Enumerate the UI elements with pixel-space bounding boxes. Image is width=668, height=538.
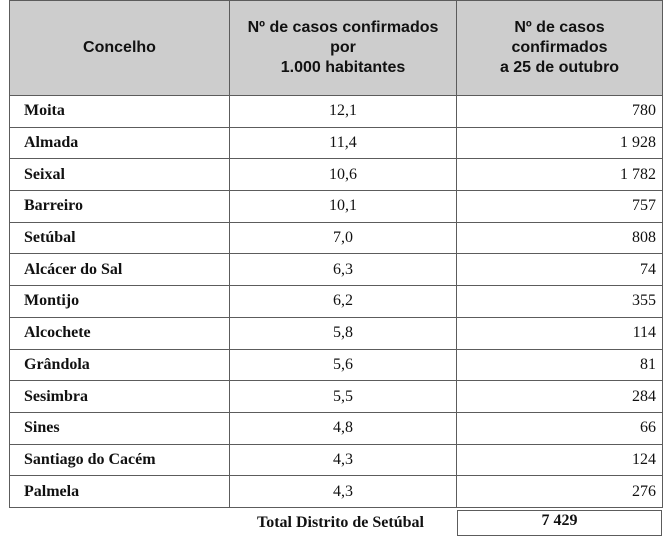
table-row	[10, 317, 663, 349]
header-cases	[457, 1, 663, 96]
concelho-cell: Sesimbra	[10, 381, 230, 413]
concelho-cell: Palmela	[10, 476, 230, 508]
rate-cell: 7,0	[230, 222, 457, 254]
cases-cell: 808	[457, 222, 663, 254]
rate-cell: 6,3	[230, 254, 457, 286]
cases-cell: 355	[457, 286, 663, 318]
table-row	[10, 286, 663, 318]
concelho-cell: Seixal	[10, 159, 230, 191]
rate-cell: 6,2	[230, 286, 457, 318]
rate-cell: 10,1	[230, 191, 457, 223]
rate-cell: 5,6	[230, 349, 457, 381]
cases-table	[9, 0, 663, 508]
rate-cell: 5,5	[230, 381, 457, 413]
cases-cell: 66	[457, 412, 663, 444]
header-row	[10, 1, 663, 96]
header-cases-line3: a 25 de outubro	[499, 59, 620, 76]
concelho-cell: Santiago do Cacém	[10, 444, 230, 476]
concelho-cell: Montijo	[10, 286, 230, 318]
cases-cell: 757	[457, 191, 663, 223]
cases-cell: 1 928	[457, 127, 663, 159]
rate-cell: 11,4	[230, 127, 457, 159]
concelho-cell: Moita	[10, 96, 230, 128]
rate-cell: 12,1	[230, 96, 457, 128]
table-row	[10, 412, 663, 444]
header-rate-line3: 1.000 habitantes	[280, 59, 406, 76]
table-row	[10, 127, 663, 159]
table-row	[10, 476, 663, 508]
total-value: 7 429	[457, 510, 662, 536]
table-row	[10, 349, 663, 381]
concelho-cell: Setúbal	[10, 222, 230, 254]
cases-cell: 124	[457, 444, 663, 476]
concelho-cell: Grândola	[10, 349, 230, 381]
cases-cell: 1 782	[457, 159, 663, 191]
table-row	[10, 444, 663, 476]
concelho-cell: Alcácer do Sal	[10, 254, 230, 286]
header-rate	[230, 1, 457, 96]
concelho-cell: Almada	[10, 127, 230, 159]
cases-cell: 780	[457, 96, 663, 128]
header-cases-line1: Nº de casos	[514, 19, 605, 36]
concelho-cell: Alcochete	[10, 317, 230, 349]
header-concelho: Concelho	[10, 1, 230, 96]
rate-cell: 5,8	[230, 317, 457, 349]
table-row	[10, 191, 663, 223]
header-cases-line2: confirmados	[511, 39, 608, 56]
table-row	[10, 254, 663, 286]
cases-cell: 284	[457, 381, 663, 413]
header-rate-line2: por	[330, 39, 356, 56]
header-rate-line1: Nº de casos confirmados	[247, 19, 439, 36]
rate-cell: 4,8	[230, 412, 457, 444]
cases-cell: 276	[457, 476, 663, 508]
table-row	[10, 96, 663, 128]
cases-cell: 81	[457, 349, 663, 381]
table-row	[10, 159, 663, 191]
rate-cell: 10,6	[230, 159, 457, 191]
table-row	[10, 222, 663, 254]
total-label: Total Distrito de Setúbal	[257, 514, 424, 531]
cases-cell: 74	[457, 254, 663, 286]
table-row	[10, 381, 663, 413]
rate-cell: 4,3	[230, 476, 457, 508]
cases-cell: 114	[457, 317, 663, 349]
concelho-cell: Sines	[10, 412, 230, 444]
concelho-cell: Barreiro	[10, 191, 230, 223]
rate-cell: 4,3	[230, 444, 457, 476]
